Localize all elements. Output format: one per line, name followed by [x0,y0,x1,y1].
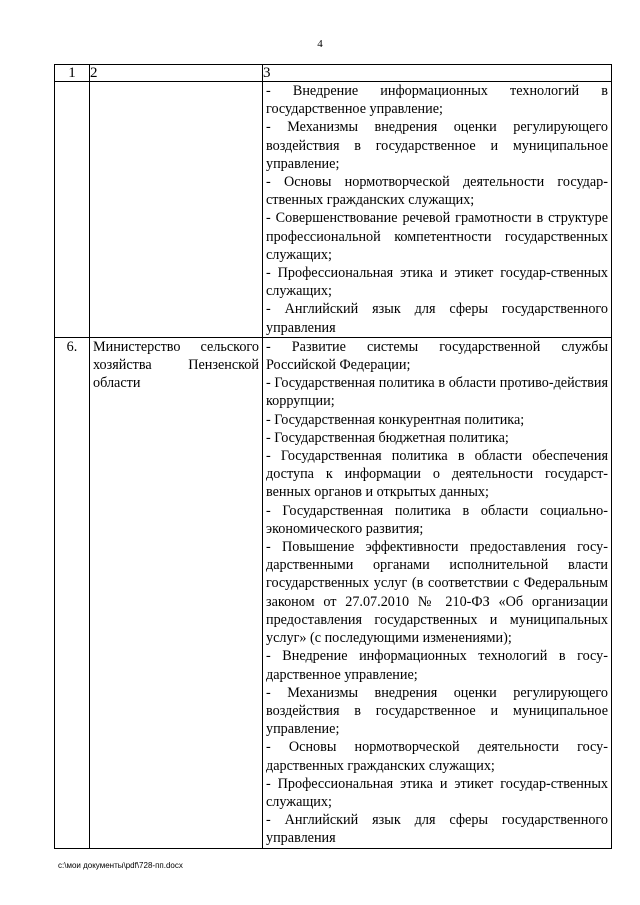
topic-item: - Государственная бюджетная политика; [266,429,509,446]
page-number: 4 [317,38,323,50]
column-header-3: 3 [263,65,612,82]
topic-item: - Государственная политика в области обеспечения доступа к информации о деятельности государст-венных органов и открытых данных; [266,448,608,501]
topic-item: - Профессиональная этика и этикет государ-ственных служащих; [266,265,608,300]
topic-item: - Государственная политика в области противо-действия коррупции; [266,375,608,410]
topic-item: - Государственная политика в области социально-экономического развития; [266,502,608,537]
column-header-2: 2 [90,65,263,82]
row-number: 6. [55,337,90,848]
topics-cell [263,337,612,848]
topic-item: - Английский язык для сферы государственного управления [266,301,608,336]
topic-item: - Основы нормотворческой деятельности государ-ственных гражданских служащих; [266,174,608,209]
row-number [55,82,90,338]
table-row [55,82,612,338]
organization-cell: Министерство сельского хозяйства Пензенской области [90,337,263,848]
organization-cell [90,82,263,338]
topics-cell [263,82,612,338]
topic-item: - Государственная конкурентная политика; [266,411,525,428]
topic-item: - Профессиональная этика и этикет государ-ственных служащих; [266,775,608,810]
topic-item: - Механизмы внедрения оценки регулирующего воздействия в государственное и муниципальное управление; [266,119,608,172]
topic-item: - Повышение эффективности предоставления госу-дарственными органами исполнительной власти государственных услуг (в соответствии с Федеральным законом от 27.07.2010 № 210-ФЗ «Об организации предоставления государственных и муниципальных услуг» (с последующими изменениями); [266,539,608,647]
table-header-row [55,65,612,82]
table-row [55,337,612,848]
footer-file-path: c:\мои документы\pdf\728-пп.docx [58,861,183,870]
document-table [54,64,612,849]
topic-item: - Механизмы внедрения оценки регулирующего воздействия в государственное и муниципальное управление; [266,684,608,738]
column-header-1: 1 [55,65,90,82]
topic-item: - Основы нормотворческой деятельности госу-дарственных гражданских служащих; [266,739,608,774]
topic-item: - Внедрение информационных технологий в госу-дарственное управление; [266,648,608,683]
topic-item: - Внедрение информационных технологий в государственное управление; [266,83,608,118]
topic-item: - Английский язык для сферы государственного управления [266,812,608,847]
topic-item: - Совершенствование речевой грамотности в структуре профессиональной компетентности государственных служащих; [266,210,608,263]
topic-item: - Развитие системы государственной службы Российской Федерации; [266,338,608,374]
